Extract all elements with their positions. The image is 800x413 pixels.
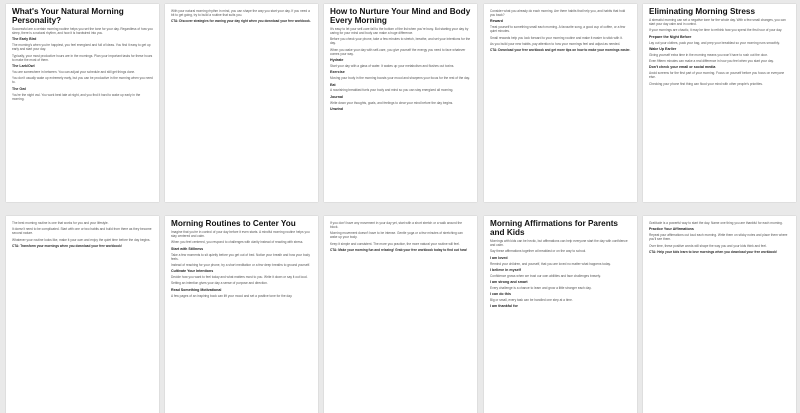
call-to-action: CTA: Discover strategies for owning your day right when you download your free workbook. [171,19,311,24]
page-title: Morning Affirmations for Parents and Kids [490,219,618,237]
body-paragraph: Every challenge is a chance to learn and grow a little stronger each day. [490,285,592,290]
section-heading: Exercise [330,70,345,75]
section-heading: Eat [330,82,336,87]
body-paragraph: Successful are a certain morning routine helps you set the tone for your day. Regardless of how you sleep, there is a natural rhythm, and how it is hardwired into you. [12,27,153,36]
section-heading: Start with Stillness [171,246,204,251]
body-paragraph: Imagine that you're in control of your day before it even starts. A mindful morning routine helps you stay centered and calm. [171,230,310,239]
section-heading: The Owl [12,86,26,91]
section-heading: Prepare the Night Before [649,34,692,39]
body-paragraph: Start your day with a glass of water. It wakes up your metabolism and flushes out toxins. [330,64,455,69]
document-page [643,216,796,413]
body-paragraph: Mornings with kids can be hectic, but affirmations can help everyone start the day with confidence and calm. [490,239,628,248]
body-paragraph: Giving yourself extra time in the morning means you won't have to rush out the door. [649,52,768,57]
document-page [324,4,477,202]
body-paragraph: When you feel centered, you respond to challenges with clarity instead of reacting with stress. [171,240,304,245]
body-paragraph: Treat yourself to something small each morning. A favourite song, a good cup of coffee, or a few quiet minutes. [490,25,626,34]
body-paragraph: A stressful morning can set a negative tone for the whole day. With a few small changes, you can start your day calm and in control. [649,18,786,27]
document-page [6,216,159,413]
body-paragraph: You're the night owl. You work best late at night, and you find it hard to wake up early in the morning. [12,92,141,101]
page-title: Morning Routines to Center You [171,219,296,228]
body-paragraph: Before you check your phone, take a few minutes to stretch, breathe, and set your intentions for the day. [330,37,471,46]
body-paragraph: Keep it simple and consistent. The more you practice, the more natural your routine will feel. [330,241,460,246]
body-paragraph: Moving your body in the morning boosts your mood and sharpens your focus for the rest of the day. [330,76,470,81]
section-heading: The Early Bird [12,37,37,42]
section-heading: I am strong and smart [490,280,528,285]
call-to-action: CTA: Transform your mornings when you download your free workbook! [12,243,122,248]
body-paragraph: Say these affirmations together at breakfast or on the way to school. [490,249,587,254]
page-title: What's Your Natural Morning Personality? [12,7,124,25]
body-paragraph: It doesn't need to be complicated. Start with one or two habits and build from there as they become second nature. [12,227,152,236]
body-paragraph: You are somewhere in between. You can adjust your schedule and still get things done. [12,69,136,74]
page-title: How to Nurture Your Mind and Body Every Morning [330,7,471,25]
body-paragraph: If you don't have any movement in your day yet, start with a short stretch or a walk around the block. [330,221,463,230]
body-paragraph: A few pages of an inspiring book can lift your mood and set a positive tone for the day. [171,293,293,298]
body-paragraph: Setting an intention gives your day a sense of purpose and direction. [171,281,268,286]
body-paragraph: Write down your thoughts, goals, and feelings to clear your mind before the day begins. [330,100,454,105]
section-heading: Wake Up Earlier [649,46,677,51]
body-paragraph: Big or small, every task can be handled one step at a time. [490,298,573,303]
section-heading: Journal [330,94,343,99]
section-heading: I can do this [490,292,511,297]
body-paragraph: Over time, these positive words will shape the way you and your kids think and feel. [649,243,767,248]
body-paragraph: Lay out your clothes, pack your bag, and prep your breakfast so your morning runs smoothly. [649,40,780,45]
document-page [324,216,477,413]
section-heading: Cultivate Your Intentions [171,269,214,274]
body-paragraph: Avoid screens for the first part of your morning. Focus on yourself before you focus on everyone else. [649,71,785,80]
body-paragraph: Small rewards help you look forward to your morning routine and make it easier to stick with it. [490,35,623,40]
body-paragraph: Typically, your most productive hours are in the mornings. Plan your important tasks for these hours to make the most of them. [12,53,153,62]
body-paragraph: Remind your children, and yourself, that you are loved no matter what happens today. [490,261,611,266]
body-paragraph: Take a few moments to sit quietly before you get out of bed. Notice your breath and how your body feels. [171,252,310,261]
section-heading: I believe in myself [490,267,521,272]
document-page [643,4,796,202]
body-paragraph: Confidence grows when we trust our own abilities and face challenges bravely. [490,273,601,278]
document-page [484,4,637,202]
section-heading: Practice Your Affirmations [649,227,694,232]
body-paragraph: Repeat your affirmations out loud each morning. Write them on sticky notes and place them where you'll see them. [649,233,788,242]
section-heading: The Lark/Owl [12,64,35,69]
document-page [484,216,637,413]
section-heading: I am thankful for [490,304,518,309]
body-paragraph: Whatever your routine looks like, make it your own and enjoy the quiet time before the day begins. [12,237,151,242]
section-heading: Hydrate [330,58,344,63]
body-paragraph: Gratitude is a powerful way to start the day. Name one thing you are thankful for each morning. [649,221,783,225]
body-paragraph: Even fifteen minutes can make a real difference in how you feel when you start your day. [649,59,774,64]
body-paragraph: It's easy to let your self-care fall to the bottom of the list when you're busy. But starting your day by caring for your mind and body can make a huge difference. [330,27,469,36]
body-paragraph: Instead of reaching for your phone, try a short meditation or a few deep breaths to ground yourself. [171,262,311,267]
body-paragraph: Morning movement doesn't have to be intense. Gentle yoga or a few minutes of stretching can wake up your body. [330,231,463,240]
section-heading: Unwind [330,106,343,111]
body-paragraph: The best morning routine is one that works for you and your lifestyle. [12,221,109,225]
page-title: Eliminating Morning Stress [649,7,755,16]
body-paragraph: With your natural morning rhythm in mind, you can shape the way you start your day. If you need a bit to get going, try to build a routine that suits you. [171,9,310,18]
call-to-action: CTA: Help your kids learn to love mornings when you download your free workbook! [649,249,778,254]
body-paragraph: Decide how you want to feel today and what matters most to you. Write it down or say it out loud. [171,275,308,280]
document-page [165,4,318,202]
document-page [6,4,159,202]
document-page [165,216,318,413]
call-to-action: CTA: Download your free workbook and get more tips on how to make your mornings easier. [490,48,631,53]
section-heading: Don't check your email or social media [649,65,716,70]
section-heading: Read Something Motivational [171,287,222,292]
section-heading: Reward [490,19,503,24]
section-heading: I am loved [490,255,508,260]
body-paragraph: Checking your phone first thing can flood your mind with other people's priorities. [649,81,763,86]
body-paragraph: As you build your new habits, pay attention to how your mornings feel and adjust as needed. [490,41,621,46]
body-paragraph: You don't usually wake up extremely early, but you can be productive in the morning when you need to. [12,76,153,85]
body-paragraph: When you wake your day with self-care, you give yourself the energy you need to face whatever comes your way. [330,47,466,56]
call-to-action: CTA: Make your morning fun and relaxing! Grab your free workbook today to find out how! [330,248,468,253]
body-paragraph: Consider what you already do each morning. Are there habits that help you, and habits that hold you back? [490,9,626,18]
body-paragraph: The morning's when you're happiest, you feel energized and full of ideas. You find it easy to get up early and start your day. [12,43,151,52]
body-paragraph: If your mornings are chaotic, it may be time to rethink how you spend the first hour of your day. [649,28,783,33]
body-paragraph: A nourishing breakfast fuels your body and mind so you can stay energized all morning. [330,88,454,93]
